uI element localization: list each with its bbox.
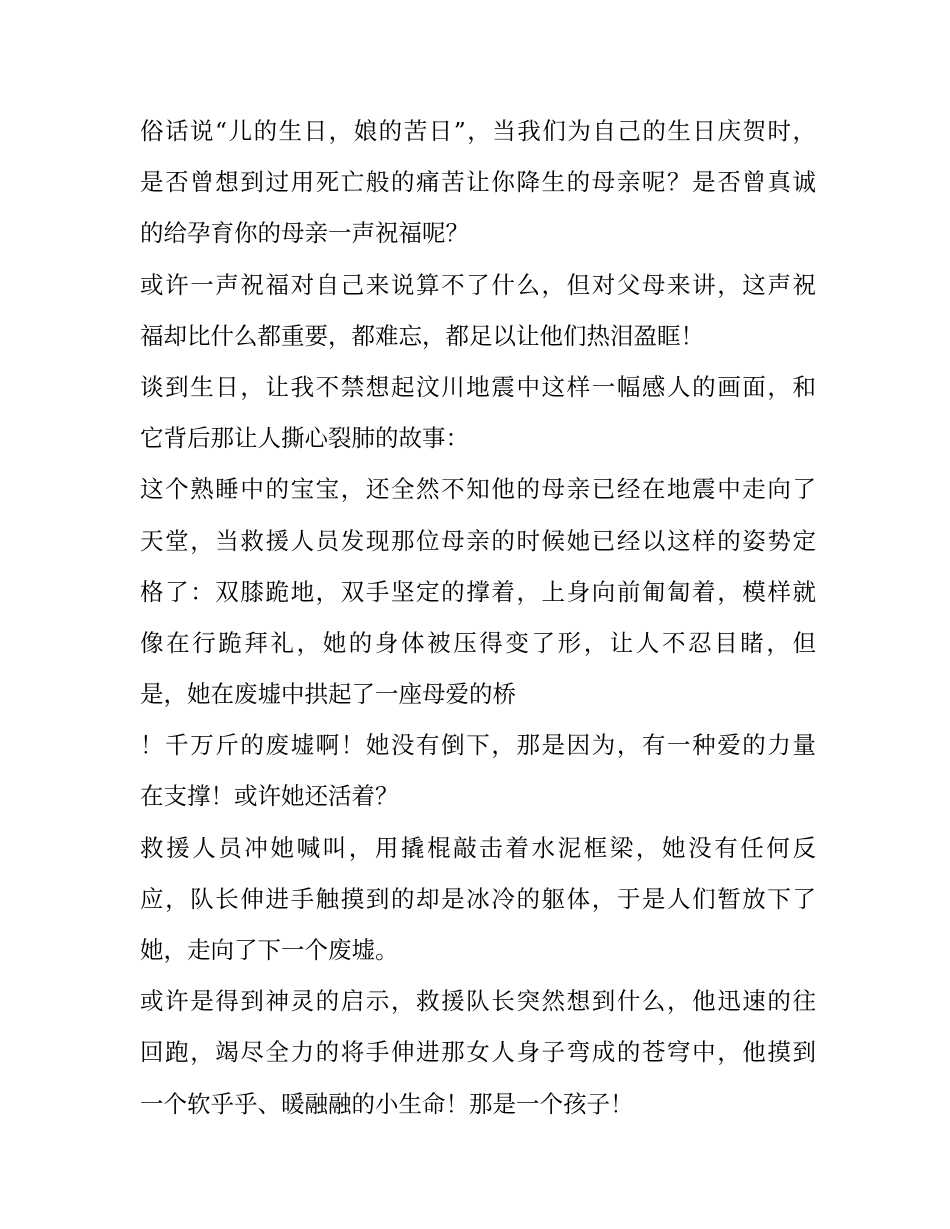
text-line: 是否曾想到过用死亡般的痛苦让你降生的母亲呢？是否曾真诚 — [140, 168, 816, 197]
text-line: 的给孕育你的母亲一声祝福呢？ — [140, 219, 469, 248]
text-line: 俗话说“儿的生日，娘的苦日”，当我们为自己的生日庆贺时， — [140, 117, 816, 145]
text-line: ！千万斤的废墟啊！她没有倒下，那是因为，有一种爱的力量 — [140, 731, 816, 760]
text-line: 或许一声祝福对自己来说算不了什么，但对父母来讲，这声祝 — [140, 270, 816, 299]
paragraph-2 — [140, 260, 816, 362]
text-line: 福却比什么都重要，都难忘，都足以让他们热泪盈眶！ — [140, 321, 704, 350]
paragraph-3 — [140, 362, 816, 464]
text-line: 她，走向了下一个废墟。 — [140, 936, 399, 964]
text-line: 或许是得到神灵的启示，救援队长突然想到什么，他迅速的往 — [140, 987, 816, 1016]
text-line: 在支撑！或许她还活着？ — [140, 782, 399, 811]
text-line: 天堂，当救援人员发现那位母亲的时候她已经以这样的姿势定 — [140, 526, 816, 555]
text-line: 救援人员冲她喊叫，用撬棍敲击着水泥框梁，她没有任何反 — [140, 833, 816, 862]
document-body — [140, 106, 816, 1130]
text-line: 一个软乎乎、暖融融的小生命！那是一个孩子！ — [140, 1089, 634, 1118]
text-line: 谈到生日，让我不禁想起汶川地震中这样一幅感人的画面，和 — [140, 372, 816, 401]
text-line: 是，她在废墟中拱起了一座母爱的桥 — [140, 680, 516, 709]
text-line: 回跑，竭尽全力的将手伸进那女人身子弯成的苍穹中，他摸到 — [140, 1038, 816, 1067]
paragraph-7 — [140, 976, 816, 1130]
paragraph-5 — [140, 720, 816, 822]
text-line: 像在行跪拜礼，她的身体被压得变了形，让人不忍目睹，但 — [140, 628, 816, 657]
paragraph-4 — [140, 464, 816, 720]
text-line: 这个熟睡中的宝宝，还全然不知他的母亲已经在地震中走向了 — [140, 475, 816, 504]
paragraph-6 — [140, 823, 816, 977]
paragraph-1 — [140, 106, 816, 260]
text-line: 格了：双膝跪地，双手坚定的撑着，上身向前匍匐着，模样就 — [140, 577, 816, 606]
text-line: 应，队长伸进手触摸到的却是冰冷的躯体，于是人们暂放下了 — [140, 884, 816, 913]
text-line: 它背后那让人撕心裂肺的故事： — [140, 424, 469, 453]
